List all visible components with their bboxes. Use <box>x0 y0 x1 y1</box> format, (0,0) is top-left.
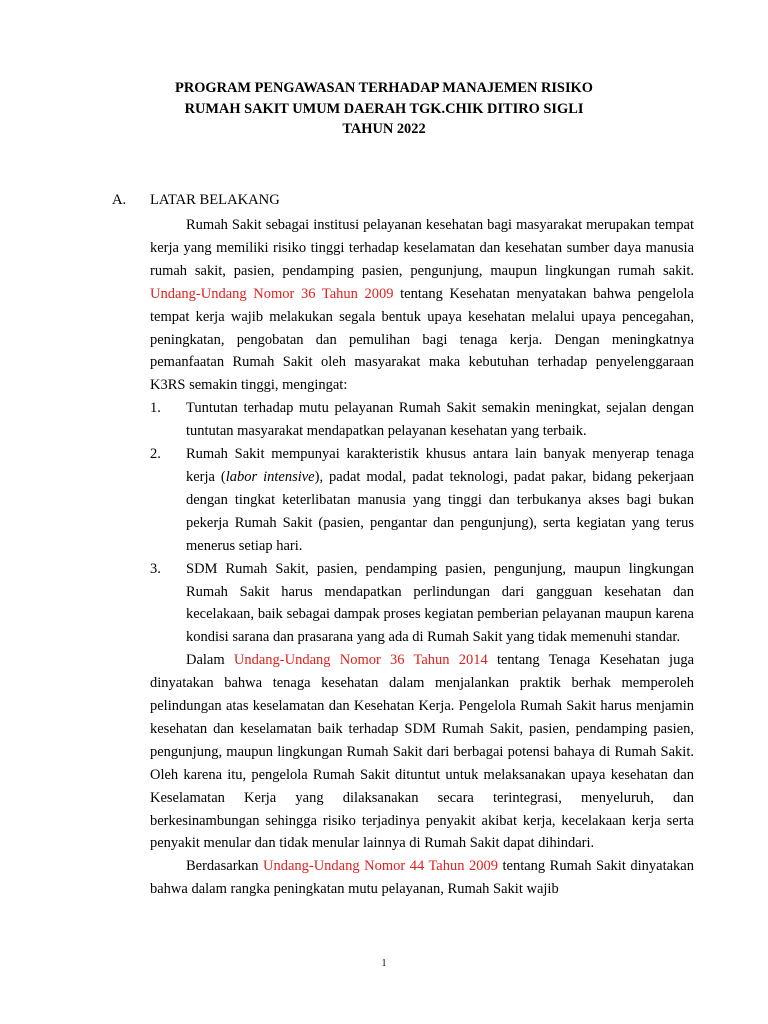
list-number: 3. <box>150 560 161 577</box>
paragraph-2-text-end: tentang Tenaga Kesehatan juga dinyatakan bahwa tenaga kesehatan dalam menjalankan praktik berhak memperoleh pelindungan atas keselamatan dan Kesehatan Kerja. Pengelola Rumah Sakit harus menjamin kesehatan dan keselamatan baik terhadap SDM Rumah Sakit, pasien, pendamping pasien, pengunjung, maupun lingkungan Rumah Sakit dari berbagai potensi bahaya di Rumah Sakit. Oleh karena itu, pengelola Rumah Sakit dituntut untuk melaksanakan upaya kesehatan dan Keselamatan Kerja yang dilaksanakan secara terintegrasi, menyeluruh, dan berkesinambungan sehingga risiko terjadinya penyakit akibat kerja, kecelakaan kerja serta penyakit menular dan tidak menular lainnya di Rumah Sakit dapat dihindari. <box>150 652 695 852</box>
list-item-2-text-end: ), padat modal, padat teknologi, padat pakar, bidang pekerjaan dengan tingkat keterlibatan manusia yang tinggi dan terbukanya akses bagi bukan pekerja Rumah Sakit (pasien, pengantar dan pengunjung), serta kegiatan yang terus menerus setiap hari. <box>186 468 694 554</box>
list-item-2-text-start: Rumah Sakit mempunyai karakteristik khusus antara lain banyak menyerap tenaga kerja ( <box>186 446 694 485</box>
section-heading <box>112 192 280 209</box>
paragraph-3-text-start: Berdasarkan <box>186 858 263 875</box>
title-line-2: RUMAH SAKIT UMUM DAERAH TGK.CHIK DITIRO SIGLI <box>184 100 584 117</box>
list-item-2 <box>150 443 694 558</box>
title-line-1: PROGRAM PENGAWASAN TERHADAP MANAJEMEN RISIKO <box>175 80 593 96</box>
list-item-text: Tuntutan terhadap mutu pelayanan Rumah Sakit semakin meningkat, sejalan dengan tuntutan masyarakat mendapatkan pelayanan kesehatan yang terbaik. <box>186 400 694 440</box>
list-number: 2. <box>150 446 161 463</box>
paragraph-3-text-end: tentang Rumah Sakit dinyatakan bahwa dalam rangka peningkatan mutu pelayanan, Rumah Sakit wajib <box>150 858 694 898</box>
list-item-1 <box>150 397 694 443</box>
list-number: 1. <box>150 400 161 417</box>
list-item-3 <box>150 558 694 650</box>
paragraph-3 <box>150 855 694 901</box>
paragraph-1 <box>150 214 694 397</box>
section-title: LATAR BELAKANG <box>150 192 280 208</box>
page-number: 1 <box>381 958 387 969</box>
section-body <box>150 214 694 901</box>
paragraph-2 <box>150 649 694 855</box>
section-letter: A. <box>112 192 127 208</box>
list-item-text <box>186 443 694 558</box>
document-title <box>0 78 768 140</box>
paragraph-1-text-start: Rumah Sakit sebagai institusi pelayanan kesehatan bagi masyarakat merupakan tempat kerja yang memiliki risiko tinggi terhadap keselamatan dan kesehatan sumber daya manusia rumah sakit, pasien, pendamping pasien, pengunjung, maupun lingkungan rumah sakit. <box>150 217 694 279</box>
law-reference-uu-36-2014: Undang-Undang Nomor 36 Tahun 2014 <box>233 652 488 669</box>
paragraph-2-text-start: Dalam <box>186 652 234 669</box>
italic-term: labor intensive <box>225 468 315 485</box>
title-line-3: TAHUN 2022 <box>342 121 426 137</box>
paragraph-1-text-end: tentang Kesehatan menyatakan bahwa pengelola tempat kerja wajib melakukan segala bentuk upaya kesehatan melalui upaya pencegahan, peningkatan, pengobatan dan pemulihan bagi tenaga kerja. Dengan meningkatnya pemanfaatan Rumah Sakit oleh masyarakat maka kebutuhan terhadap penyelenggaraan K3RS semakin tinggi, mengingat: <box>150 285 694 394</box>
law-reference-uu-36-2009: Undang-Undang Nomor 36 Tahun 2009 <box>150 285 394 302</box>
law-reference-uu-44-2009: Undang-Undang Nomor 44 Tahun 2009 <box>262 858 498 875</box>
list-item-text: SDM Rumah Sakit, pasien, pendamping pasien, pengunjung, maupun lingkungan Rumah Sakit harus mendapatkan perlindungan dari gangguan kesehatan dan kecelakaan, baik sebagai dampak proses kegiatan pemberian pelayanan maupun karena kondisi sarana dan prasarana yang ada di Rumah Sakit yang tidak memenuhi standar. <box>186 560 694 646</box>
